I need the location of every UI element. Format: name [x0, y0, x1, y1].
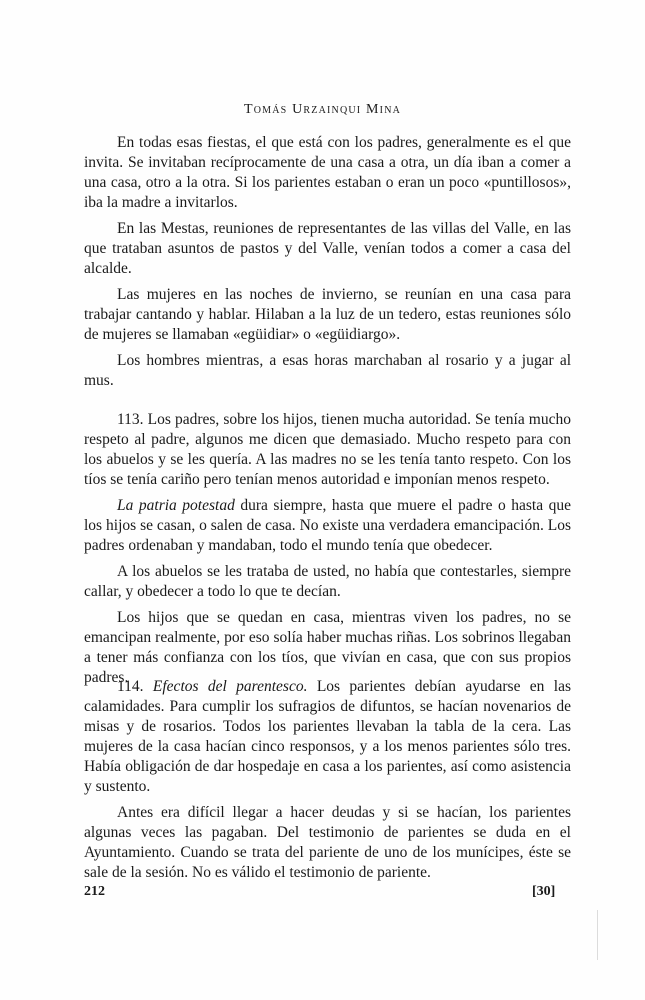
paragraph-text: Los parientes debían ayudarse en las calamidades. Para cumplir los sufragios de difuntos, se hacían novenarios de misas y de rosarios. Todos los parientes llevaban la tabla de la cera. Las mujeres de la casa hacían cinco responsos, y a los menos parientes sólo tres. Había obligación de dar hospedaje en casa a los parientes, así como asistencia y sustento. — [84, 678, 571, 795]
paragraph — [84, 496, 571, 556]
paragraph: Los hijos que se quedan en casa, mientras viven los padres, no se emancipan realmente, por eso solía haber muchas riñas. Los sobrinos llegaban a tener más confianza con los tíos, que vivían en casa, que con sus propios padres. — [84, 609, 571, 686]
paragraph: Las mujeres en las noches de invierno, se reunían en una casa para trabajar cantando y hablar. Hilaban a la luz de un tedero, estas reuniones sólo de mujeres se llamaban «egüidiar» o «egüidiargo». — [84, 286, 571, 343]
paragraph: Los hombres mientras, a esas horas marchaban al rosario y a jugar al mus. — [84, 352, 571, 389]
section-title: Efectos del parentesco. — [152, 678, 308, 695]
paragraph — [84, 677, 571, 797]
paragraph: 113. Los padres, sobre los hijos, tienen mucha autoridad. Se tenía mucho respeto al padre, algunos me dicen que demasiado. Mucho respeto para con los abuelos y se les quería. A las madres no se les tenía tanto respeto. Con los tíos se tenía cariño pero tenían menos autoridad e imponían menos respeto. — [84, 411, 571, 488]
section-113 — [84, 410, 571, 694]
paragraph: En las Mestas, reuniones de representantes de las villas del Valle, en las que trataban asuntos de pastos y del Valle, venían todos a comer a casa del alcalde. — [84, 220, 571, 277]
paragraph-text: dura siempre, hasta que muere el padre o hasta que los hijos se casan, o salen de casa. No existe una verdadera emancipación. Los padres ordenaban y mandaban, todo el mundo tenía que obedecer. — [84, 497, 571, 554]
scan-margin-line — [597, 910, 598, 960]
page-number: 212 — [84, 884, 105, 899]
paragraph: A los abuelos se les trataba de usted, no había que contestarles, siempre callar, y obedecer a todo lo que te decían. — [84, 563, 571, 600]
section-number: 114. — [117, 678, 153, 695]
paragraph: En todas esas fiestas, el que está con los padres, generalmente es el que invita. Se invitaban recíprocamente de una casa a otra, un día iban a comer a una casa, otro a la otra. Si los parientes estaban o eran un poco «puntillosos», iba la madre a invitarlos. — [84, 134, 571, 211]
paragraph: Antes era difícil llegar a hacer deudas y si se hacían, los parientes algunas veces las pagaban. Del testimonio de parientes se duda en el Ayuntamiento. Cuando se trata del pariente de uno de los munícipes, éste se sale de la sesión. No es válido el testimonio de pariente. — [84, 804, 571, 881]
section-114 — [84, 677, 571, 889]
section-continuation — [84, 133, 571, 397]
italic-term: La patria potestad — [117, 497, 235, 514]
running-header: Tomás Urzainqui Mina — [243, 102, 402, 117]
bracket-page-number: [30] — [532, 884, 556, 899]
